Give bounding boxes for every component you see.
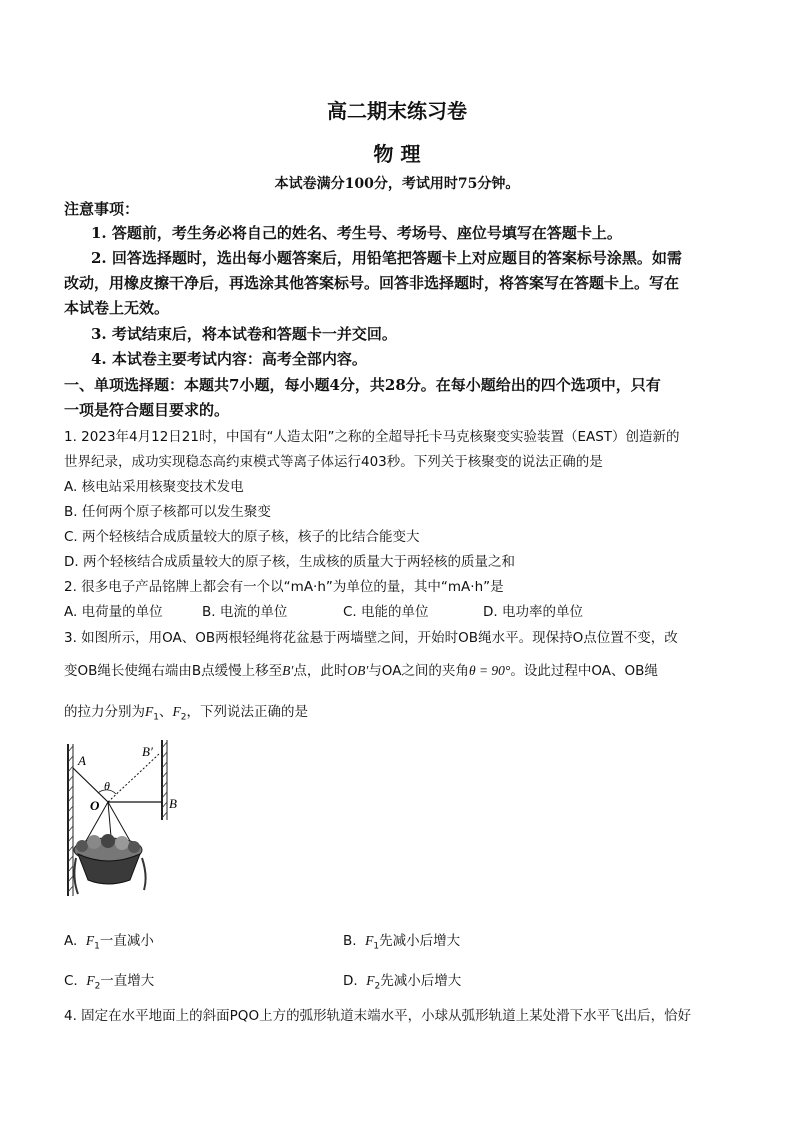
q2-option-c: C. 电能的单位: [343, 604, 429, 620]
exam-title: 高二期末练习卷: [327, 99, 467, 123]
label-a: A: [78, 753, 86, 768]
section-heading: 一、单项选择题：本题共7小题，每小题4分，共28分。在每小题给出的四个选项中，只有: [64, 376, 661, 394]
note-item: 2. 回答选择题时，选出每小题答案后，用铅笔把答题卡上对应题目的答案标号涂黑。如需: [91, 249, 682, 267]
note-item: 4. 本试卷主要考试内容：高考全部内容。: [91, 350, 367, 368]
q2-option-d: D. 电功率的单位: [483, 604, 583, 620]
q1-stem: 1. 2023年4月12日21时，中国有“人造太阳”之称的全超导托卡马克核聚变实验装置（EAST）创造新的: [64, 429, 680, 445]
note-item: 改动，用橡皮擦干净后，再选涂其他答案标号。回答非选择题时，将答案写在答题卡上。写在: [64, 274, 680, 292]
rope-ob-prime: [108, 754, 159, 802]
section-heading-cont: 一项是符合题目要求的。: [64, 401, 230, 419]
q2-option-b: B. 电流的单位: [202, 604, 288, 620]
subject-title: 物 理: [373, 142, 421, 166]
q2-option-a: A. 电荷量的单位: [64, 604, 163, 620]
q1-stem-cont: 世界纪录，成功实现稳态高约束模式等离子体运行403秒。下列关于核聚变的说法正确的是: [64, 454, 603, 470]
q3-option-c: C. $F_2$一直增大: [64, 973, 155, 992]
rope-oa: [73, 768, 108, 802]
q3-stem-line3: 的拉力分别为$F_1$、$F_2$，下列说法正确的是: [64, 704, 308, 723]
q3-option-a: A. $F_1$一直减小: [64, 933, 154, 952]
q1-option-c: C. 两个轻核结合成质量较大的原子核，核子的比结合能变大: [64, 529, 420, 545]
q3-option-d: D. $F_2$先减小后增大: [343, 973, 462, 992]
q3-stem-line2: 变OB绳长使绳右端由B点缓慢上移至B′点，此时OB′与OA之间的夹角θ = 90°。设此过程中OA、OB绳: [64, 663, 658, 679]
q2-stem: 2. 很多电子产品铭牌上都会有一个以“mA·h”为单位的量，其中“mA·h”是: [64, 579, 504, 595]
q3-stem: 3. 如图所示，用OA、OB两根轻绳将花盆悬于两墙壁之间，开始时OB绳水平。现保持O点位置不变，改: [64, 630, 678, 646]
flower-pot-icon: [74, 834, 146, 894]
label-o: O: [90, 798, 100, 813]
right-wall: [162, 740, 167, 820]
q4-stem: 4. 固定在水平地面上的斜面PQO上方的弧形轨道末端水平，小球从弧形轨道上某处滑下水平飞出后，恰好: [64, 1008, 692, 1024]
q1-option-b: B. 任何两个原子核都可以发生聚变: [64, 504, 271, 520]
note-item: 1. 答题前，考生务必将自己的姓名、考生号、考场号、座位号填写在答题卡上。: [91, 224, 622, 242]
label-b: B: [169, 796, 177, 811]
label-theta: θ: [104, 779, 110, 793]
q3-option-b: B. $F_1$先减小后增大: [343, 933, 461, 952]
q1-option-d: D. 两个轻核结合成质量较大的原子核，生成核的质量大于两轻核的质量之和: [64, 554, 515, 570]
q1-option-a: A. 核电站采用核聚变技术发电: [64, 479, 244, 495]
note-item: 3. 考试结束后，将本试卷和答题卡一并交回。: [91, 325, 397, 343]
q3-figure: [60, 738, 190, 903]
exam-subtitle: 本试卷满分100分，考试用时75分钟。: [274, 176, 520, 192]
left-wall: [68, 744, 73, 896]
label-b-prime: B′: [142, 744, 153, 759]
note-item: 本试卷上无效。: [64, 299, 170, 317]
notes-heading: 注意事项：: [64, 200, 140, 218]
